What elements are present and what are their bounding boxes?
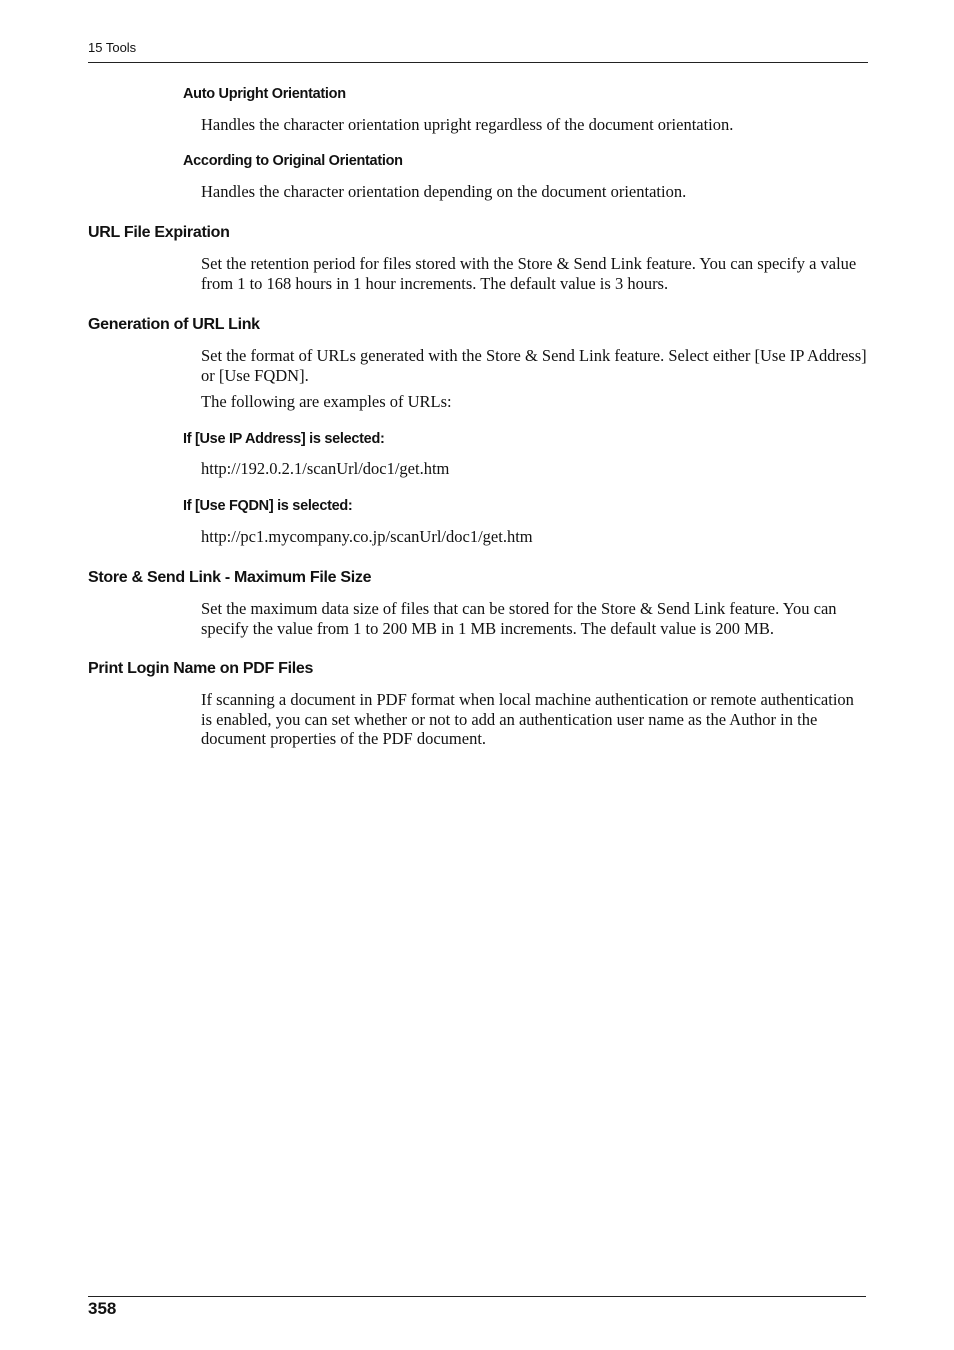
heading-url-file-expiration: URL File Expiration <box>88 224 230 241</box>
heading-auto-upright-orientation: Auto Upright Orientation <box>183 86 346 102</box>
url-example-fqdn: http://pc1.mycompany.co.jp/scanUrl/doc1/get.htm <box>201 527 533 546</box>
page-number: 358 <box>88 1299 117 1318</box>
paragraph-generation-of-url-link: Set the format of URLs generated with the Store & Send Link feature. Select either [Use IP Address] or [Use FQDN]. <box>201 346 867 385</box>
heading-generation-of-url-link: Generation of URL Link <box>88 316 260 333</box>
footer-divider <box>88 1296 866 1297</box>
heading-according-to-original-orientation: According to Original Orientation <box>183 153 403 169</box>
paragraph-url-examples-intro: The following are examples of URLs: <box>201 392 452 411</box>
heading-use-ip-address: If [Use IP Address] is selected: <box>183 431 385 447</box>
header-divider <box>88 62 868 63</box>
url-example-ip: http://192.0.2.1/scanUrl/doc1/get.htm <box>201 459 450 478</box>
paragraph-url-file-expiration: Set the retention period for files stored with the Store & Send Link feature. You can specify a value from 1 to 168 hours in 1 hour increments. The default value is 3 hours. <box>201 254 857 293</box>
paragraph-store-send-link-max-file-size: Set the maximum data size of files that can be stored for the Store & Send Link feature. You can specify the value from 1 to 200 MB in 1 MB increments. The default value is 200 MB. <box>201 599 837 638</box>
heading-print-login-name-on-pdf: Print Login Name on PDF Files <box>88 660 314 677</box>
paragraph-according-to-original-orientation: Handles the character orientation depending on the document orientation. <box>201 182 687 201</box>
heading-store-send-link-max-file-size: Store & Send Link - Maximum File Size <box>88 569 372 586</box>
running-header: 15 Tools <box>88 40 137 55</box>
heading-use-fqdn: If [Use FQDN] is selected: <box>183 498 353 514</box>
paragraph-auto-upright-orientation: Handles the character orientation upright regardless of the document orientation. <box>201 115 734 134</box>
paragraph-print-login-name-on-pdf: If scanning a document in PDF format when local machine authentication or remote authentication is enabled, you can set whether or not to add an authentication user name as the Author in the document properties of the PDF document. <box>201 690 854 748</box>
